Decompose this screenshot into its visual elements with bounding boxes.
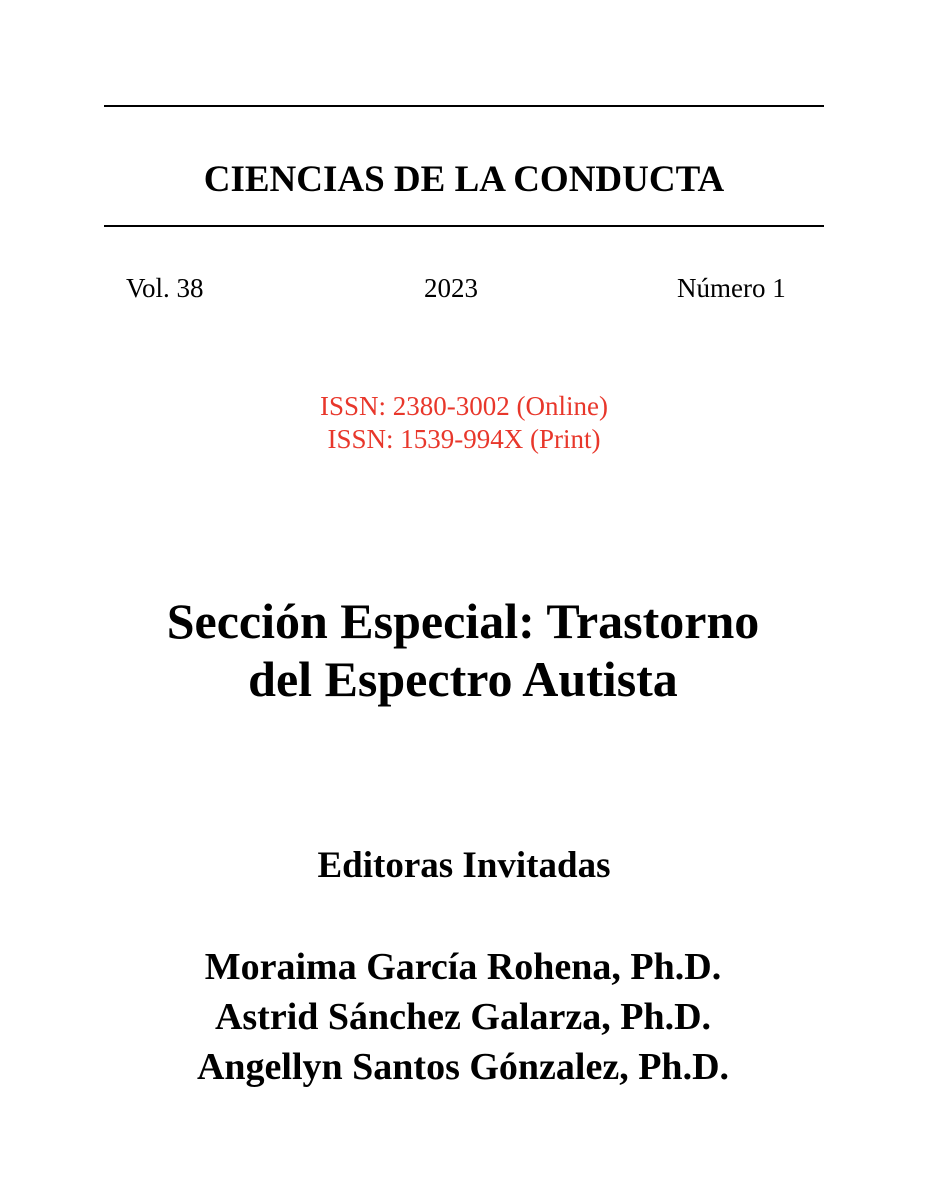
section-title-line-2: del Espectro Autista	[248, 651, 678, 707]
section-title	[80, 592, 846, 708]
year-label: 2023	[424, 273, 478, 303]
issn-online: ISSN: 2380-3002 (Online)	[320, 391, 608, 421]
journal-title: CIENCIAS DE LA CONDUCTA	[203, 159, 725, 200]
volume-label: Vol. 38	[126, 273, 204, 303]
issue-number-label: Número 1	[677, 273, 786, 303]
issn-print: ISSN: 1539-994X (Print)	[327, 424, 601, 454]
header-top-rule	[104, 105, 824, 107]
editor-name: Astrid Sánchez Galarza, Ph.D.	[214, 996, 712, 1038]
editors-list	[80, 942, 846, 1092]
editor-name: Angellyn Santos Gónzalez, Ph.D.	[196, 1046, 730, 1088]
editors-heading: Editoras Invitadas	[317, 845, 611, 886]
header-bottom-rule	[104, 225, 824, 227]
section-title-line-1: Sección Especial: Trastorno	[166, 593, 760, 649]
editor-name: Moraima García Rohena, Ph.D.	[204, 946, 722, 988]
